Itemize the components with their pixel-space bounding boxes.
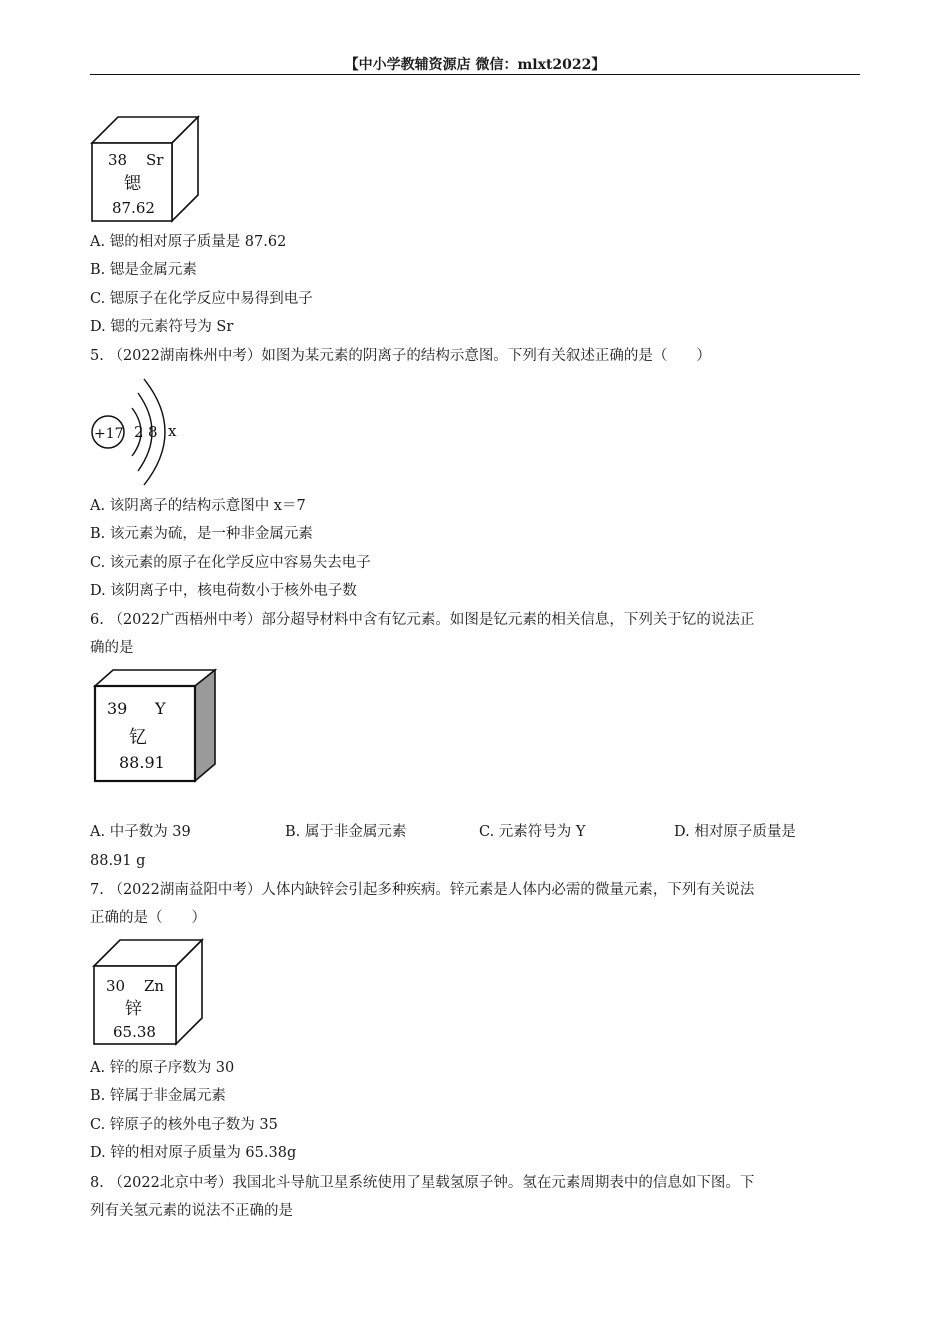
atomic-number: 30 (106, 977, 126, 995)
q6-option-d: D. 相对原子质量是 (674, 824, 796, 840)
q7-stem-line2: 正确的是（ ） (90, 910, 206, 926)
q5-option-b: B. 该元素为硫，是一种非金属元素 (90, 526, 313, 542)
q5-option-a: A. 该阴离子的结构示意图中 x＝7 (90, 498, 306, 514)
q6-stem-line1: 6. （2022广西梧州中考）部分超导材料中含有钇元素。如图是钇元素的相关信息，下列关于钇的说法正 (90, 612, 755, 628)
q5-option-d: D. 该阴离子中，核电荷数小于核外电子数 (90, 583, 357, 599)
ion-structure-diagram (88, 375, 198, 487)
q7-option-d: D. 锌的相对原子质量为 65.38g (90, 1145, 297, 1161)
q6-option-c: C. 元素符号为 Y (479, 824, 586, 840)
q7-option-a: A. 锌的原子序数为 30 (90, 1060, 235, 1076)
element-symbol: Zn (144, 977, 165, 995)
q5-option-c: C. 该元素的原子在化学反应中容易失去电子 (90, 555, 371, 571)
element-card-zinc (92, 938, 204, 1046)
q4-option-d: D. 锶的元素符号为 Sr (90, 319, 234, 335)
atomic-number: 38 (108, 151, 128, 169)
header-rule (90, 74, 860, 75)
shell-3-electrons: x (168, 422, 177, 440)
q7-option-c: C. 锌原子的核外电子数为 35 (90, 1117, 278, 1133)
element-symbol: Y (155, 699, 166, 718)
element-card-strontium (90, 115, 200, 223)
atomic-mass: 87.62 (112, 199, 155, 217)
shell-2-electrons: 8 (148, 423, 158, 441)
q8-stem-line2: 列有关氢元素的说法不正确的是 (90, 1203, 293, 1219)
atomic-number: 39 (107, 699, 128, 718)
q7-option-b: B. 锌属于非金属元素 (90, 1088, 226, 1104)
element-name: 锶 (124, 174, 141, 194)
q4-option-b: B. 锶是金属元素 (90, 262, 197, 278)
element-name: 钇 (129, 727, 147, 748)
element-symbol: Sr (146, 151, 164, 169)
q7-stem-line1: 7. （2022湖南益阳中考）人体内缺锌会引起多种疾病。锌元素是人体内必需的微量元素，下列有关说法 (90, 882, 755, 898)
nucleus-charge: +17 (94, 426, 124, 442)
page-header: 【中小学教辅资源店 微信：mlxt2022】 (344, 57, 606, 73)
q4-option-a: A. 锶的相对原子质量是 87.62 (90, 234, 287, 250)
shell-1-electrons: 2 (134, 423, 144, 441)
q5-stem: 5. （2022湖南株州中考）如图为某元素的阴离子的结构示意图。下列有关叙述正确的是（ ） (90, 348, 711, 364)
q4-option-c: C. 锶原子在化学反应中易得到电子 (90, 291, 313, 307)
q6-option-d-continued: 88.91 g (90, 853, 146, 869)
element-card-yttrium (93, 668, 219, 784)
q8-stem-line1: 8. （2022北京中考）我国北斗导航卫星系统使用了星载氢原子钟。氢在元素周期表中的信息如下图。下 (90, 1175, 755, 1191)
atomic-mass: 88.91 (119, 753, 165, 772)
q6-option-a: A. 中子数为 39 (90, 824, 191, 840)
q6-stem-line2: 确的是 (90, 640, 134, 656)
q6-option-b: B. 属于非金属元素 (285, 824, 407, 840)
atomic-mass: 65.38 (113, 1023, 156, 1041)
element-name: 锌 (125, 999, 142, 1019)
